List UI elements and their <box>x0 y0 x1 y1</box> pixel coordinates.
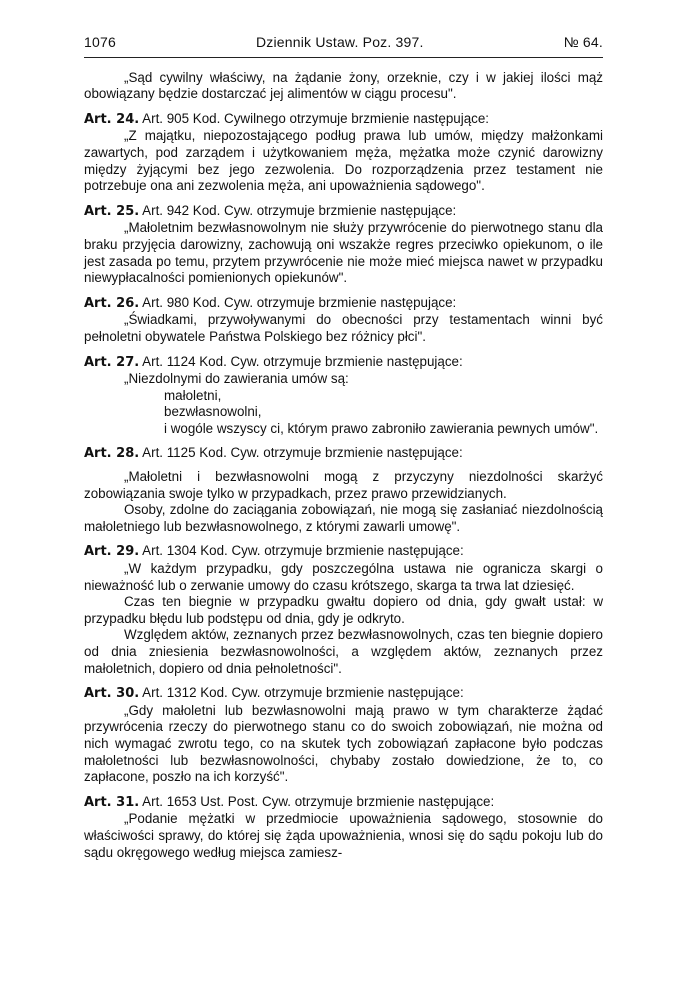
article-27 <box>84 354 603 372</box>
article-28-paragraph-1: „Małoletni i bezwłasnowolni mogą z przyczyny niezdolności skarżyć zobowiązania swoje tylko w przypadkach, przez prawo przewidzianych. <box>84 469 603 501</box>
intro-paragraph: „Sąd cywilny właściwy, na żądanie żony, orzeknie, czy i w jakiej ilości mąż obowiązany będzie dostarczać jej alimentów w ciągu procesu". <box>84 69 603 102</box>
article-30-label: Art. 30. <box>84 686 140 702</box>
issue-number: № 64. <box>563 34 603 50</box>
article-24 <box>84 111 603 129</box>
article-29-paragraph-3: Względem aktów, zeznanych przez bezwłasnowolnych, czas ten biegnie dopiero od dnia zniesienia bezwłasnowolności, a względem aktów, zeznanych przez małoletnich, dopiero od dnia pełnoletności". <box>84 627 603 676</box>
article-29-paragraph-2: Czas ten biegnie w przypadku gwałtu dopiero od dnia, gdy gwałt ustał: w przypadku błędu lub podstępu od dnia, gdy je odkryto. <box>84 594 603 626</box>
list-item: bezwłasnowolni, <box>164 404 262 420</box>
article-31-body: „Podanie mężatki w przedmiocie upoważnienia sądowego, stosownie do właściwości sprawy, do której się żąda upoważnienia, wnosi się do sądu pokoju lub do sądu okręgowego według miejsca zamiesz- <box>84 811 603 860</box>
article-28-label: Art. 28. <box>84 446 140 462</box>
article-27-lead: Art. 1124 Kod. Cyw. otrzymuje brzmienie następujące: <box>142 353 463 369</box>
list-item: małoletni, <box>164 387 222 403</box>
article-25-lead: Art. 942 Kod. Cyw. otrzymuje brzmienie następujące: <box>142 202 457 218</box>
list-item: i wogóle wszyscy ci, którym prawo zabroniło zawierania pewnych umów". <box>164 420 599 436</box>
article-27-list <box>84 388 603 438</box>
page-number: 1076 <box>84 34 116 50</box>
article-26-lead: Art. 980 Kod. Cyw. otrzymuje brzmienie następujące: <box>142 294 457 310</box>
article-27-label: Art. 27. <box>84 354 140 370</box>
article-25-body: „Małoletnim bezwłasnowolnym nie służy przywrócenie do pierwotnego stanu dla braku przyjęcia darowizny, zachowują oni wszakże regres przeciwko opiekunom, o ile jest zasada po temu, przytem przywrócenie nie może mieć miejsca nawet w przypadku niewypłacalności pomienionych opiekunów". <box>84 220 603 286</box>
article-26 <box>84 295 603 313</box>
page-header <box>84 34 603 57</box>
article-28-paragraph-2: Osoby, zdolne do zaciągania zobowiązań, nie mogą się zasłaniać niezdolnością małoletniego lub bezwłasnowolnego, z którymi zawarli umowę". <box>84 502 603 534</box>
article-25 <box>84 203 603 221</box>
article-31-lead: Art. 1653 Ust. Post. Cyw. otrzymuje brzmienie następujące: <box>142 793 495 809</box>
article-30-body: „Gdy małoletni lub bezwłasnowolni mają prawo w tym charakterze żądać przywrócenia rzeczy do pierwotnego stanu co do swoich zobowiązań, nie można od nich wymagać zwrotu tego, co na skutek tych zobowiązań zapłacone było podczas małoletności lub bezwłasnowolności, chybaby zostało dowiedzione, że to, co zapłacone, poszło na ich korzyść". <box>84 702 603 785</box>
journal-title: Dziennik Ustaw. Poz. 397. <box>255 34 424 50</box>
article-28-lead: Art. 1125 Kod. Cyw. otrzymuje brzmienie następujące: <box>142 445 463 461</box>
article-24-body: „Z majątku, niepozostającego podług prawa lub umów, między małżonkami zawartych, pod zarządem i użytkowaniem męża, mężatka może czynić darowizny między żyjącymi bez jego zezwolenia. Do rozporządzenia przez testament nie potrzebuje ona ani zezwolenia męża, ani upoważnienia sądowego". <box>84 128 603 194</box>
article-28 <box>84 445 603 463</box>
article-26-body: „Świadkami, przywoływanymi do obecności przy testamentach winni być pełnoletni obywatele Państwa Polskiego bez różnicy płci". <box>84 312 603 344</box>
article-30-lead: Art. 1312 Kod. Cyw. otrzymuje brzmienie następujące: <box>142 685 464 701</box>
article-29-lead: Art. 1304 Kod. Cyw. otrzymuje brzmienie następujące: <box>142 543 464 559</box>
article-29-label: Art. 29. <box>84 544 140 560</box>
article-31 <box>84 794 603 812</box>
article-25-label: Art. 25. <box>84 203 140 219</box>
article-24-lead: Art. 905 Kod. Cywilnego otrzymuje brzmienie następujące: <box>142 110 490 126</box>
article-29 <box>84 543 603 561</box>
header-rule <box>84 57 603 58</box>
article-31-label: Art. 31. <box>84 794 140 810</box>
article-24-label: Art. 24. <box>84 111 140 127</box>
article-30 <box>84 685 603 703</box>
article-27-body-intro: „Niezdolnymi do zawierania umów są: <box>124 371 349 387</box>
article-26-label: Art. 26. <box>84 295 140 311</box>
article-29-paragraph-1: „W każdym przypadku, gdy poszczególna ustawa nie ogranicza skargi o nieważność lub o zerwanie umowy do czasu krótszego, skarga ta trwa lat dziesięć. <box>84 561 603 593</box>
